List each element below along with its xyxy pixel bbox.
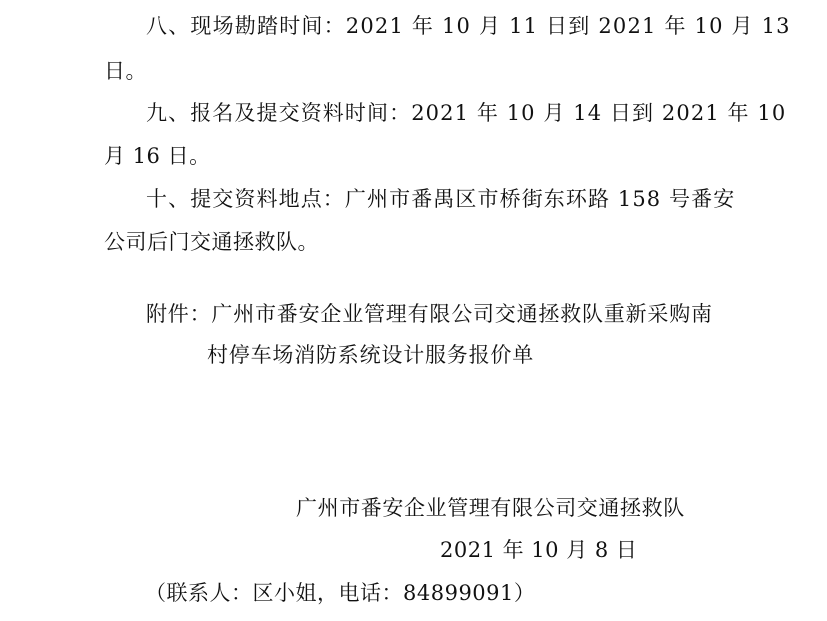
- registration-time-line-2: 月 16 日。: [104, 144, 211, 168]
- site-survey-time-line-2: 日。: [104, 59, 147, 83]
- submission-location-line-1: 十、提交资料地点：广州市番禺区市桥街东环路 158 号番安: [146, 187, 736, 211]
- issuer-name: 广州市番安企业管理有限公司交通拯救队: [296, 496, 685, 520]
- site-survey-time-line-1: 八、现场勘踏时间：2021 年 10 月 11 日到 2021 年 10 月 13: [146, 14, 791, 38]
- contact-info: （联系人：区小姐，电话：84899091）: [145, 581, 536, 605]
- issue-date: 2021 年 10 月 8 日: [440, 538, 638, 562]
- submission-location-line-2: 公司后门交通拯救队。: [104, 230, 319, 254]
- attachment-line-1: 附件：广州市番安企业管理有限公司交通拯救队重新采购南: [146, 302, 713, 326]
- attachment-line-2: 村停车场消防系统设计服务报价单: [207, 343, 534, 367]
- registration-time-line-1: 九、报名及提交资料时间：2021 年 10 月 14 日到 2021 年 10: [146, 101, 787, 125]
